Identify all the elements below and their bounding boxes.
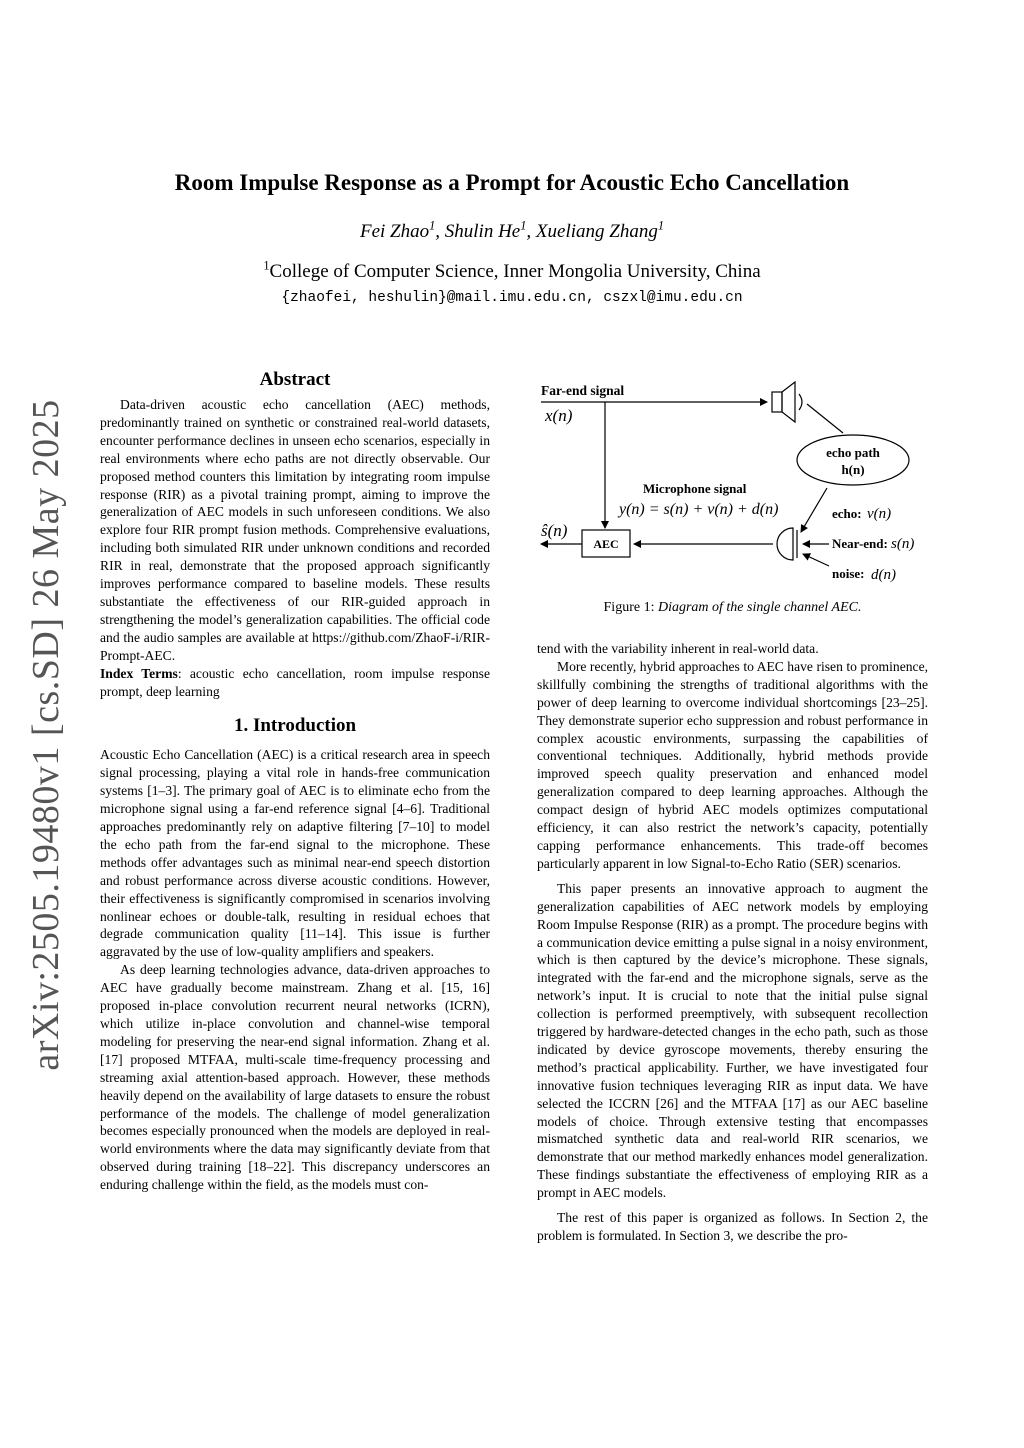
author-emails: {zhaofei, heshulin}@mail.imu.edu.cn, cszxl@imu.edu.cn bbox=[281, 290, 743, 306]
microphone-icon bbox=[777, 528, 793, 560]
microphone-equation: y(n) = s(n) + v(n) + d(n) bbox=[619, 501, 779, 518]
figure-aec-diagram bbox=[537, 378, 929, 590]
echo-path-label: echo path bbox=[826, 445, 880, 460]
estimate-symbol: ŝ(n) bbox=[541, 521, 568, 540]
author-name: Shulin He bbox=[444, 221, 521, 242]
author-list bbox=[0, 218, 1024, 243]
affiliation-text: College of Computer Science, Inner Mongolia University, China bbox=[269, 261, 761, 282]
aec-block-label: AEC bbox=[593, 537, 619, 551]
intro-paragraph-4: More recently, hybrid approaches to AEC have risen to prominence, skillfully combining the strengths of traditional algorithms with the power of deep learning to overcome individual shortcomings [23–25]. They demonstrate superior echo suppression and robust performance in complex acoustic environments, surpassing the capabilities of conventional techniques. Additionally, hybrid methods provide improved speech quality preservation and enhanced model generalization compared to deep learning approaches. Although the compact design of hybrid AEC models optimizes computational efficiency, it can also restrict the network’s capacity, potentially capping performance enhancements. This trade-off becomes particularly apparent in low Signal-to-Echo Ratio (SER) scenarios. bbox=[537, 658, 928, 871]
sound-wave-icon bbox=[799, 394, 802, 410]
affiliation-mark: 1 bbox=[263, 258, 270, 273]
noise-label: noise: bbox=[832, 566, 865, 581]
noise-symbol: d(n) bbox=[871, 567, 896, 583]
intro-paragraph-1: Acoustic Echo Cancellation (AEC) is a critical research area in speech signal processing, playing a vital role in hands-free communication systems [1–3]. The primary goal of AEC is to eliminate echo from the microphone signal using a far-end reference signal [4–6]. Traditional approaches predominantly rely on adaptive filtering [7–10] to model the echo path from the far-end signal to the microphone. These methods offer advantages such as minimal near-end speech distortion and robust performance across diverse acoustic conditions. However, their effectiveness is significantly compromised in scenarios involving nonlinear echoes or double-talk, resulting in residual echoes that degrade communication quality [11–14]. This issue is further aggravated by the use of low-quality amplifiers and speakers. bbox=[100, 747, 490, 960]
author-affiliation-mark: 1 bbox=[429, 218, 436, 233]
echo-symbol: v(n) bbox=[867, 506, 892, 522]
paper-title: Room Impulse Response as a Prompt for Acoustic Echo Cancellation bbox=[174, 170, 850, 195]
near-end-label: Near-end: bbox=[832, 536, 888, 551]
near-end-symbol: s(n) bbox=[891, 536, 915, 552]
affiliation bbox=[0, 258, 1024, 283]
left-column bbox=[100, 368, 490, 1194]
arxiv-identifier-text: arXiv:2505.19480v1 [cs.SD] 26 May 2025 bbox=[25, 399, 67, 1071]
author-separator: , bbox=[435, 221, 445, 242]
microphone-signal-label: Microphone signal bbox=[643, 481, 747, 496]
figure-caption-prefix: Figure 1: bbox=[603, 600, 658, 615]
index-terms bbox=[100, 665, 490, 701]
echo-path-symbol: h(n) bbox=[841, 462, 865, 477]
loudspeaker-cone-icon bbox=[782, 382, 795, 422]
echo-path-ellipse bbox=[797, 435, 909, 485]
echo-label: echo: bbox=[832, 506, 862, 521]
right-column bbox=[537, 640, 928, 1245]
abstract-text: Data-driven acoustic echo cancellation (AEC) methods, predominantly trained on synthetic or constrained real-world datasets, encounter performance declines in unseen echo scenarios, especially in real environments where echo paths are not directly observable. Our proposed method counters this limitation by integrating room impulse response (RIR) as a pivotal training prompt, aiming to improve the generalization of AEC models in such unforeseen conditions. We also explore four RIR prompt fusion methods. Comprehensive evaluations, including both simulated RIR under unknown conditions and recorded RIR in real, demonstrate that the proposed approach significantly improves performance compared to baseline models. These results substantiate the effectiveness of our RIR-guided approach in strengthening the model’s generalization capabilities. The official code and the audio samples are available at https://github.com/ZhaoF-i/RIR-Prompt-AEC. bbox=[100, 397, 490, 663]
figure-caption-text: Diagram of the single channel AEC. bbox=[657, 600, 862, 615]
author-name: Fei Zhao bbox=[359, 221, 430, 242]
author-affiliation-mark: 1 bbox=[520, 218, 527, 233]
speaker-to-echo-path-line bbox=[807, 404, 843, 433]
intro-paragraph-3: tend with the variability inherent in real-world data. bbox=[537, 641, 819, 656]
intro-paragraph-6: The rest of this paper is organized as follows. In Section 2, the problem is formulated. In Section 3, we describe the pro- bbox=[537, 1210, 928, 1243]
far-end-symbol: x(n) bbox=[545, 406, 573, 425]
abstract-heading: Abstract bbox=[259, 369, 331, 390]
index-terms-label: Index Terms bbox=[100, 665, 178, 681]
author-name: Xueliang Zhang bbox=[535, 221, 658, 242]
far-end-signal-label: Far-end signal bbox=[541, 383, 625, 398]
author-separator: , bbox=[526, 221, 536, 242]
index-terms-text: : acoustic echo cancellation, room impulse response prompt, deep learning bbox=[100, 665, 490, 699]
aec-diagram-svg bbox=[537, 378, 929, 590]
introduction-heading: 1. Introduction bbox=[233, 715, 357, 737]
figure-caption bbox=[537, 600, 928, 616]
intro-paragraph-5: This paper presents an innovative approach to augment the generalization capabilities of AEC network models by employing Room Impulse Response (RIR) as a prompt. The procedure begins with a communication device emitting a pulse signal in a noisy environment, which is then captured by the device’s microphone. These signals, integrated with the far-end and the microphone signals, serve as the network’s input. It is crucial to note that the initial pulse signal collection is performed preemptively, with subsequent recollection triggered by hardware-detected changes in the echo path, such as those indicated by device gyroscope movements, thereby ensuring the method’s practical applicability. Further, we have investigated four innovative fusion techniques leveraging RIR as input data. We have selected the ICCRN [26] and the MTFAA [17] as our AEC baseline models of choice. Through extensive testing that encompasses mismatched synthetic data and real-world RIR scenarios, we demonstrate that our method markedly enhances model generalization. These findings substantiate the effectiveness of employing RIR as a prompt in AEC models. bbox=[537, 880, 928, 1201]
intro-paragraph-2: As deep learning technologies advance, data-driven approaches to AEC have gradually become mainstream. Zhang et al. [15, 16] proposed in-place convolution recurrent neural networks (ICRN), which utilize in-place convolution and channel-wise temporal modeling for preserving the near-end signal information. Zhang et al. [17] proposed MTFAA, multi-scale time-frequency processing and streaming axial attention-based approach. However, these methods heavily depend on the availability of large datasets to ensure the robust performance of the models. The challenge of model generalization becomes especially pronounced when the models are deployed in real-world environments where the data may significantly deviate from that observed during training [18–22]. This discrepancy underscores an enduring challenge within the field, as the models must con- bbox=[100, 962, 490, 1193]
noise-to-microphone-line bbox=[803, 554, 829, 566]
echo-to-microphone-line bbox=[801, 488, 827, 532]
loudspeaker-icon bbox=[772, 392, 782, 412]
author-affiliation-mark: 1 bbox=[657, 218, 665, 233]
